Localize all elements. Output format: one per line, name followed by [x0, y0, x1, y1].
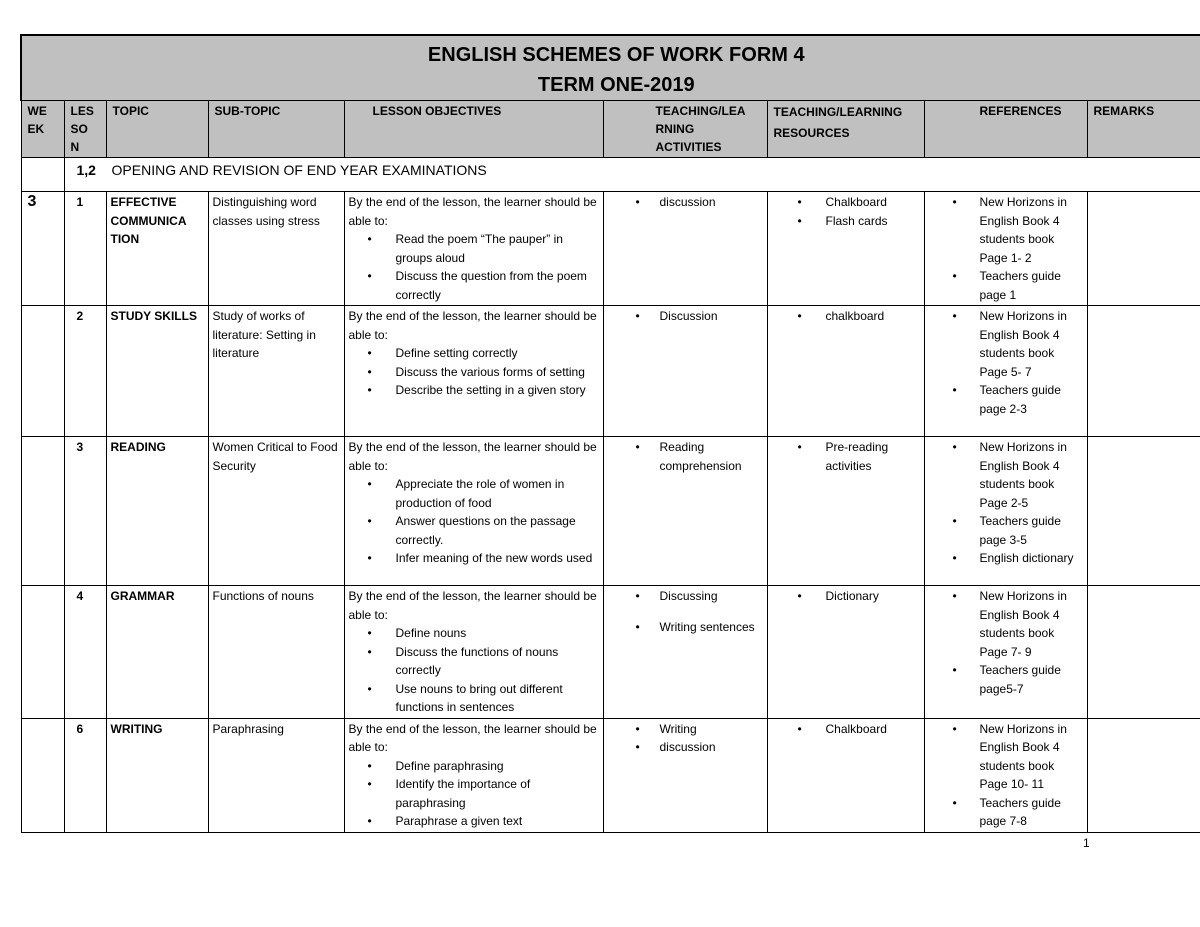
objective-list	[349, 624, 599, 717]
bullet-icon: •	[797, 309, 802, 323]
remarks-cell	[1087, 586, 1200, 719]
lesson-row	[21, 586, 1200, 719]
resource-item	[772, 193, 920, 212]
activity-text: Discussion	[659, 309, 718, 323]
resource-text: Flash cards	[825, 213, 888, 228]
header-resources-label: TEACHING/LEARNING RESOURCES	[773, 105, 903, 140]
lesson-cell	[64, 586, 106, 719]
reference-list	[929, 307, 1083, 418]
topic-cell	[106, 437, 208, 586]
topic-text: EFFECTIVE COMMUNICA TION	[110, 195, 187, 246]
activities-cell	[603, 586, 767, 719]
bullet-icon: •	[635, 619, 640, 634]
bullet-icon: •	[367, 269, 372, 283]
reference-text: New Horizons in English Book 4 students book Page 10- 11	[979, 721, 1067, 791]
week-cell	[21, 437, 64, 586]
bullet-icon: •	[367, 814, 372, 828]
title-line-1: ENGLISH SCHEMES OF WORK FORM 4	[427, 44, 805, 66]
references-cell	[924, 437, 1087, 586]
lesson-row	[21, 192, 1200, 306]
resource-list	[772, 438, 920, 475]
objective-intro: By the end of the lesson, the learner should be able to:	[348, 195, 597, 228]
week-cell	[21, 718, 64, 832]
objective-item	[349, 757, 599, 776]
scheme-of-work-sheet	[20, 34, 1200, 833]
bullet-icon: •	[635, 195, 640, 209]
reference-text: Teachers guide page 2-3	[979, 383, 1061, 416]
lesson-rows	[21, 192, 1200, 833]
lesson-number: 1	[76, 195, 84, 209]
resource-text: chalkboard	[825, 309, 885, 323]
activity-text: Writing	[659, 721, 697, 736]
opening-lessons: 1,2	[76, 162, 96, 178]
objective-item	[349, 267, 599, 304]
opening-text: OPENING AND REVISION OF END YEAR EXAMINATIONS	[111, 162, 487, 178]
topic-cell	[106, 586, 208, 719]
page-number: 1	[1083, 836, 1090, 850]
objective-text: Discuss the various forms of setting	[395, 364, 585, 379]
activity-item	[608, 587, 763, 606]
objective-item	[349, 381, 599, 400]
reference-text: Teachers guide page 3-5	[979, 514, 1061, 547]
bullet-icon: •	[952, 514, 957, 528]
bullet-icon: •	[952, 721, 957, 736]
reference-list	[929, 438, 1083, 568]
references-cell	[924, 718, 1087, 832]
header-objectives: LESSON OBJECTIVES	[344, 101, 603, 158]
resources-cell	[767, 306, 924, 437]
activity-item	[608, 193, 763, 212]
resource-text: Dictionary	[825, 589, 879, 603]
resource-text: Pre-reading activities	[825, 440, 889, 473]
activity-list	[608, 438, 763, 475]
reference-item	[929, 193, 1083, 267]
activity-item	[608, 738, 763, 757]
header-activities: TEACHING/LEA RNING ACTIVITIES	[603, 101, 767, 158]
activity-text: Discussing	[659, 589, 718, 603]
topic-text: READING	[110, 440, 166, 454]
header-subtopic: SUB-TOPIC	[208, 101, 344, 158]
bullet-icon: •	[367, 364, 372, 379]
objective-list	[349, 475, 599, 568]
references-cell	[924, 306, 1087, 437]
opening-week-cell	[21, 158, 64, 192]
activity-item	[608, 307, 763, 326]
objective-intro: By the end of the lesson, the learner should be able to:	[348, 721, 597, 754]
reference-item	[929, 587, 1083, 661]
subtopic-text: Study of works of literature: Setting in literature	[212, 309, 316, 360]
objective-item	[349, 643, 599, 680]
resource-item	[772, 307, 920, 326]
reference-item	[929, 381, 1083, 418]
bullet-icon: •	[635, 721, 640, 736]
bullet-icon: •	[367, 551, 372, 565]
subtopic-cell	[208, 306, 344, 437]
reference-item	[929, 661, 1083, 698]
document-title	[21, 35, 1200, 101]
reference-item	[929, 267, 1083, 304]
bullet-icon: •	[797, 195, 802, 209]
lesson-number: 6	[76, 721, 84, 736]
objective-item	[349, 812, 599, 831]
objective-item	[349, 775, 599, 812]
activity-item	[608, 720, 763, 739]
subtopic-cell	[208, 192, 344, 306]
objective-item	[349, 344, 599, 363]
lesson-row	[21, 437, 1200, 586]
lesson-number: 3	[76, 440, 84, 454]
bullet-icon: •	[367, 777, 372, 791]
activity-item	[608, 438, 763, 475]
topic-cell	[106, 718, 208, 832]
references-cell	[924, 586, 1087, 719]
activity-text: Writing sentences	[659, 619, 755, 634]
bullet-icon: •	[367, 644, 372, 659]
resource-list	[772, 307, 920, 326]
bullet-icon: •	[367, 514, 372, 528]
subtopic-text: Functions of nouns	[212, 589, 314, 603]
resources-cell	[767, 437, 924, 586]
reference-text: Teachers guide page 1	[979, 269, 1061, 302]
bullet-icon: •	[797, 440, 802, 454]
reference-text: Teachers guide page 7-8	[979, 795, 1061, 828]
objective-text: Read the poem “The pauper” in groups aloud	[395, 232, 563, 265]
subtopic-text: Paraphrasing	[212, 721, 284, 736]
objective-list	[349, 757, 599, 831]
subtopic-text: Women Critical to Food Security	[212, 440, 338, 473]
bullet-icon: •	[367, 758, 372, 773]
resources-cell	[767, 586, 924, 719]
objective-intro: By the end of the lesson, the learner should be able to:	[348, 440, 597, 473]
lesson-cell	[64, 306, 106, 437]
objective-text: Use nouns to bring out different functions in sentences	[395, 681, 563, 714]
bullet-icon: •	[952, 195, 957, 209]
activity-list	[608, 720, 763, 757]
activity-text: discussion	[659, 740, 716, 754]
activity-list	[608, 193, 763, 212]
resource-item	[772, 587, 920, 606]
resources-cell	[767, 192, 924, 306]
bullet-icon: •	[797, 721, 802, 736]
bullet-icon: •	[367, 681, 372, 696]
bullet-icon: •	[952, 309, 957, 323]
objective-intro: By the end of the lesson, the learner should be able to:	[348, 309, 597, 342]
reference-item	[929, 720, 1083, 794]
objective-text: Discuss the functions of nouns correctly	[395, 644, 559, 677]
reference-item	[929, 794, 1083, 831]
resource-list	[772, 193, 920, 230]
objectives-cell	[344, 586, 603, 719]
header-topic: TOPIC	[106, 101, 208, 158]
resource-list	[772, 587, 920, 606]
lesson-row	[21, 306, 1200, 437]
week-number: 3	[27, 193, 37, 210]
reference-text: English dictionary	[979, 551, 1074, 565]
reference-text: New Horizons in English Book 4 students book Page 7- 9	[979, 589, 1067, 659]
reference-text: Teachers guide page5-7	[979, 663, 1061, 696]
resource-item	[772, 212, 920, 231]
subtopic-cell	[208, 586, 344, 719]
bullet-icon: •	[367, 626, 372, 640]
title-line-2: TERM ONE-2019	[537, 74, 695, 96]
objective-text: Discuss the question from the poem correctly	[395, 269, 587, 302]
topic-cell	[106, 192, 208, 306]
objective-text: Infer meaning of the new words used	[395, 551, 593, 565]
references-cell	[924, 192, 1087, 306]
resource-item	[772, 720, 920, 739]
header-lesson: LES SO N	[64, 101, 106, 158]
activities-cell	[603, 192, 767, 306]
reference-item	[929, 438, 1083, 512]
bullet-icon: •	[952, 269, 957, 283]
objective-item	[349, 549, 599, 568]
activities-cell	[603, 718, 767, 832]
week-cell	[21, 306, 64, 437]
bullet-icon: •	[635, 440, 640, 454]
title-row	[21, 35, 1200, 101]
bullet-icon: •	[797, 213, 802, 228]
objective-item	[349, 230, 599, 267]
resource-item	[772, 438, 920, 475]
objectives-cell	[344, 306, 603, 437]
header-remarks: REMARKS	[1087, 101, 1200, 158]
objective-item	[349, 512, 599, 549]
remarks-cell	[1087, 718, 1200, 832]
bullet-icon: •	[952, 589, 957, 603]
opening-row	[21, 158, 1200, 192]
lesson-row	[21, 718, 1200, 832]
resource-text: Chalkboard	[825, 195, 887, 209]
bullet-icon: •	[635, 589, 640, 603]
reference-text: New Horizons in English Book 4 students book Page 5- 7	[979, 309, 1067, 379]
activity-text: discussion	[659, 195, 716, 209]
lesson-number: 4	[76, 589, 84, 603]
objectives-cell	[344, 437, 603, 586]
week-cell	[21, 192, 64, 306]
objective-item	[349, 624, 599, 643]
resource-text: Chalkboard	[825, 721, 887, 736]
resource-list	[772, 720, 920, 739]
objective-text: Paraphrase a given text	[395, 814, 523, 828]
bullet-icon: •	[635, 740, 640, 754]
objective-text: Define setting correctly	[395, 346, 518, 360]
bullet-icon: •	[952, 440, 957, 454]
reference-item	[929, 549, 1083, 568]
lesson-cell	[64, 192, 106, 306]
reference-text: New Horizons in English Book 4 students book Page 1- 2	[979, 195, 1067, 265]
objectives-cell	[344, 718, 603, 832]
objective-text: Describe the setting in a given story	[395, 383, 586, 397]
reference-text: New Horizons in English Book 4 students book Page 2-5	[979, 440, 1067, 510]
objective-item	[349, 475, 599, 512]
bullet-icon: •	[952, 663, 957, 677]
topic-cell	[106, 306, 208, 437]
objective-text: Answer questions on the passage correctly.	[395, 514, 576, 547]
objective-text: Define paraphrasing	[395, 758, 504, 773]
activity-item	[608, 618, 763, 637]
objective-intro: By the end of the lesson, the learner should be able to:	[348, 589, 597, 622]
reference-item	[929, 307, 1083, 381]
opening-cell	[64, 158, 1200, 192]
objectives-cell	[344, 192, 603, 306]
activities-cell	[603, 306, 767, 437]
reference-list	[929, 720, 1083, 831]
lesson-cell	[64, 437, 106, 586]
reference-list	[929, 193, 1083, 304]
header-resources	[767, 101, 924, 158]
lesson-cell	[64, 718, 106, 832]
topic-text: GRAMMAR	[110, 589, 175, 603]
bullet-icon: •	[952, 383, 957, 397]
bullet-icon: •	[797, 589, 802, 603]
activity-list	[608, 587, 763, 636]
reference-list	[929, 587, 1083, 698]
subtopic-text: Distinguishing word classes using stress	[212, 195, 320, 228]
objective-item	[349, 680, 599, 717]
scheme-table	[20, 34, 1200, 833]
bullet-icon: •	[952, 551, 957, 565]
activity-text: Reading comprehension	[659, 440, 742, 473]
objective-text: Define nouns	[395, 626, 467, 640]
remarks-cell	[1087, 192, 1200, 306]
bullet-icon: •	[952, 795, 957, 810]
resources-cell	[767, 718, 924, 832]
subtopic-cell	[208, 718, 344, 832]
bullet-icon: •	[635, 309, 640, 323]
activities-cell	[603, 437, 767, 586]
objective-text: Identify the importance of paraphrasing	[395, 777, 531, 810]
remarks-cell	[1087, 437, 1200, 586]
week-cell	[21, 586, 64, 719]
bullet-icon: •	[367, 232, 372, 246]
objective-text: Appreciate the role of women in production of food	[395, 477, 565, 510]
objective-item	[349, 363, 599, 382]
topic-text: WRITING	[110, 721, 163, 736]
header-week: WE EK	[21, 101, 64, 158]
objective-list	[349, 344, 599, 400]
bullet-icon: •	[367, 346, 372, 360]
reference-item	[929, 512, 1083, 549]
activity-list	[608, 307, 763, 326]
remarks-cell	[1087, 306, 1200, 437]
bullet-icon: •	[367, 383, 372, 397]
header-row	[21, 101, 1200, 158]
topic-text: STUDY SKILLS	[110, 309, 197, 323]
objective-list	[349, 230, 599, 304]
header-references: REFERENCES	[924, 101, 1087, 158]
subtopic-cell	[208, 437, 344, 586]
bullet-icon: •	[367, 477, 372, 491]
lesson-number: 2	[76, 309, 84, 323]
